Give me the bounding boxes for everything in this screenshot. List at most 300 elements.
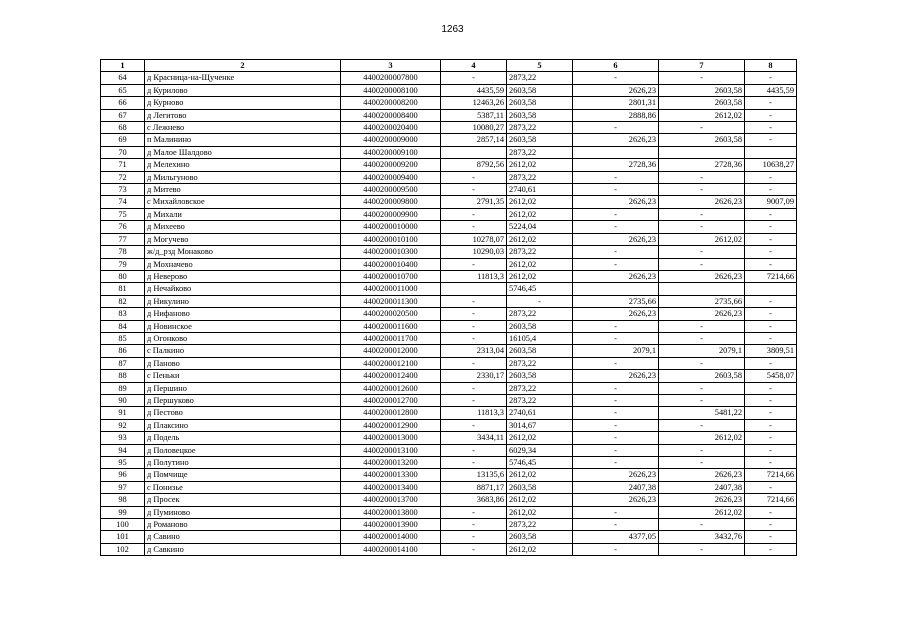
table-cell-col-1: 88 (101, 370, 145, 382)
table-cell-col-1: 71 (101, 159, 145, 171)
table-cell-col-2: д Михали (145, 208, 341, 220)
table-cell-col-3: 4400200012100 (341, 357, 441, 369)
column-header-3: 3 (341, 60, 441, 72)
table-cell-col-4: 11813,3 (441, 270, 507, 282)
table-cell-col-6: - (573, 246, 659, 258)
table-row (101, 233, 797, 245)
table-cell-col-2: д Мохначево (145, 258, 341, 270)
table-cell-col-2: д Половецкое (145, 444, 341, 456)
table-cell-col-4: - (441, 72, 507, 84)
table-row (101, 320, 797, 332)
table-row (101, 494, 797, 506)
table-row (101, 531, 797, 543)
table-cell-col-7: 2626,23 (659, 308, 745, 320)
table-row (101, 146, 797, 158)
table-cell-col-3: 4400200010300 (341, 246, 441, 258)
column-header-4: 4 (441, 60, 507, 72)
column-header-8: 8 (745, 60, 797, 72)
table-cell-col-4: - (441, 457, 507, 469)
table-cell-col-4: - (441, 184, 507, 196)
table-cell-col-4: - (441, 171, 507, 183)
table-cell-col-5: 2740,61 (507, 184, 573, 196)
table-cell-col-7: 2603,58 (659, 84, 745, 96)
table-cell-col-3: 4400200013200 (341, 457, 441, 469)
table-row (101, 295, 797, 307)
table-cell-col-2: д Огонково (145, 332, 341, 344)
table-cell-col-2: д Никулино (145, 295, 341, 307)
table-cell-col-2: с Понизье (145, 481, 341, 493)
table-cell-col-2: д Першуково (145, 394, 341, 406)
table-cell-col-3: 4400200010100 (341, 233, 441, 245)
table-cell-col-8: 5458,07 (745, 370, 797, 382)
table-header-row (101, 60, 797, 72)
table-cell-col-5: 2603,58 (507, 370, 573, 382)
table-cell-col-3: 4400200012400 (341, 370, 441, 382)
table-cell-col-1: 64 (101, 72, 145, 84)
table-cell-col-7: - (659, 332, 745, 344)
table-row (101, 270, 797, 282)
table-cell-col-5: 2612,02 (507, 159, 573, 171)
table-cell-col-7: - (659, 457, 745, 469)
table-cell-col-2: д Новинское (145, 320, 341, 332)
table-cell-col-3: 4400200012700 (341, 394, 441, 406)
table-row (101, 407, 797, 419)
table-cell-col-1: 89 (101, 382, 145, 394)
table-cell-col-3: 4400200013700 (341, 494, 441, 506)
table-cell-col-6: 2626,23 (573, 84, 659, 96)
table-cell-col-5: 2603,58 (507, 481, 573, 493)
table-cell-col-1: 92 (101, 419, 145, 431)
table-cell-col-8: - (745, 357, 797, 369)
table-cell-col-6: - (573, 419, 659, 431)
table-row (101, 506, 797, 518)
table-cell-col-8: - (745, 122, 797, 134)
table-cell-col-1: 79 (101, 258, 145, 270)
table-cell-col-4: - (441, 543, 507, 555)
table-cell-col-6: - (573, 506, 659, 518)
table-cell-col-7: - (659, 419, 745, 431)
table-cell-col-3: 4400200020500 (341, 308, 441, 320)
table-cell-col-2: д Полутино (145, 457, 341, 469)
table-row (101, 184, 797, 196)
table-cell-col-7: - (659, 320, 745, 332)
table-cell-col-1: 95 (101, 457, 145, 469)
table-cell-col-1: 67 (101, 109, 145, 121)
table-cell-col-4: 10290,03 (441, 246, 507, 258)
table-cell-col-3: 4400200012900 (341, 419, 441, 431)
table-cell-col-2: д Мильгуново (145, 171, 341, 183)
table-cell-col-7: 2612,02 (659, 432, 745, 444)
column-header-5: 5 (507, 60, 573, 72)
table-row (101, 171, 797, 183)
table-row (101, 481, 797, 493)
table-cell-col-5: 5746,45 (507, 457, 573, 469)
table-row (101, 543, 797, 555)
table-cell-col-7: 5481,22 (659, 407, 745, 419)
table-cell-col-2: ж/д_рзд Монаково (145, 246, 341, 258)
table-cell-col-5: 2873,22 (507, 146, 573, 158)
table-cell-col-1: 83 (101, 308, 145, 320)
table-row (101, 159, 797, 171)
table-cell-col-7: 2728,36 (659, 159, 745, 171)
table-cell-col-6 (573, 283, 659, 295)
table-cell-col-6: 2728,36 (573, 159, 659, 171)
table-cell-col-7: 2735,66 (659, 295, 745, 307)
table-cell-col-6: 2626,23 (573, 494, 659, 506)
table-cell-col-5: 2603,58 (507, 320, 573, 332)
table-cell-col-6: - (573, 258, 659, 270)
table-cell-col-7: 2612,02 (659, 506, 745, 518)
table-cell-col-3: 4400200014100 (341, 543, 441, 555)
table-row (101, 134, 797, 146)
table-cell-col-5: 2612,02 (507, 196, 573, 208)
column-header-2: 2 (145, 60, 341, 72)
table-cell-col-3: 4400200013000 (341, 432, 441, 444)
table-cell-col-8: - (745, 506, 797, 518)
table-cell-col-1: 86 (101, 345, 145, 357)
table-cell-col-1: 80 (101, 270, 145, 282)
table-cell-col-8: 4435,59 (745, 84, 797, 96)
table-cell-col-8: - (745, 332, 797, 344)
table-cell-col-8: - (745, 394, 797, 406)
table-cell-col-1: 81 (101, 283, 145, 295)
table-cell-col-6 (573, 146, 659, 158)
table-cell-col-1: 85 (101, 332, 145, 344)
table-cell-col-4: - (441, 506, 507, 518)
table-cell-col-1: 75 (101, 208, 145, 220)
table-cell-col-8: 7214,66 (745, 270, 797, 282)
table-cell-col-7: - (659, 543, 745, 555)
table-cell-col-6: - (573, 457, 659, 469)
table-cell-col-1: 94 (101, 444, 145, 456)
table-cell-col-5: 2873,22 (507, 308, 573, 320)
table-cell-col-5: 2873,22 (507, 122, 573, 134)
table-cell-col-4: 4435,59 (441, 84, 507, 96)
table-cell-col-2: д Митево (145, 184, 341, 196)
table-row (101, 221, 797, 233)
table-cell-col-5: 2873,22 (507, 72, 573, 84)
table-cell-col-5: 2612,02 (507, 432, 573, 444)
table-cell-col-8: - (745, 295, 797, 307)
table-cell-col-3: 4400200009800 (341, 196, 441, 208)
table-cell-col-6: - (573, 543, 659, 555)
table-cell-col-7: - (659, 258, 745, 270)
table-cell-col-2: с Пеньки (145, 370, 341, 382)
table-row (101, 357, 797, 369)
table-cell-col-5: 2612,02 (507, 543, 573, 555)
table-cell-col-4 (441, 283, 507, 295)
table-cell-col-8: - (745, 221, 797, 233)
table-cell-col-8: - (745, 184, 797, 196)
table-cell-col-4: 10278,07 (441, 233, 507, 245)
table-cell-col-6: - (573, 184, 659, 196)
table-cell-col-6: 2801,31 (573, 97, 659, 109)
table-cell-col-3: 4400200007800 (341, 72, 441, 84)
table-cell-col-2: д Могучево (145, 233, 341, 245)
table-cell-col-3: 4400200009500 (341, 184, 441, 196)
table-row (101, 196, 797, 208)
table-cell-col-8: - (745, 531, 797, 543)
table-cell-col-5: 2612,02 (507, 469, 573, 481)
table-cell-col-4 (441, 146, 507, 158)
table-cell-col-6: - (573, 432, 659, 444)
table-cell-col-4: - (441, 295, 507, 307)
table-cell-col-7: - (659, 221, 745, 233)
table-cell-col-4: 12463,26 (441, 97, 507, 109)
table-cell-col-3: 4400200009900 (341, 208, 441, 220)
table-cell-col-3: 4400200011700 (341, 332, 441, 344)
table-cell-col-3: 4400200011600 (341, 320, 441, 332)
table-cell-col-3: 4400200012600 (341, 382, 441, 394)
table-cell-col-8: - (745, 109, 797, 121)
table-cell-col-5: 2612,02 (507, 258, 573, 270)
table-cell-col-6: 4377,05 (573, 531, 659, 543)
table-cell-col-5: 2873,22 (507, 171, 573, 183)
table-cell-col-6: - (573, 72, 659, 84)
column-header-1: 1 (101, 60, 145, 72)
table-cell-col-4: - (441, 308, 507, 320)
table-cell-col-6: 2735,66 (573, 295, 659, 307)
table-cell-col-3: 4400200012000 (341, 345, 441, 357)
table-cell-col-4: 3683,86 (441, 494, 507, 506)
table-cell-col-4: 10080,27 (441, 122, 507, 134)
table-cell-col-5: 2603,58 (507, 345, 573, 357)
table-cell-col-1: 99 (101, 506, 145, 518)
table-cell-col-3: 4400200008400 (341, 109, 441, 121)
table-cell-col-7: - (659, 72, 745, 84)
table-cell-col-1: 93 (101, 432, 145, 444)
table-row (101, 345, 797, 357)
table-row (101, 457, 797, 469)
table-cell-col-4: 3434,11 (441, 432, 507, 444)
table-cell-col-1: 69 (101, 134, 145, 146)
table-cell-col-4: 2313,04 (441, 345, 507, 357)
table-cell-col-7: - (659, 171, 745, 183)
table-row (101, 208, 797, 220)
table-cell-col-3: 4400200011300 (341, 295, 441, 307)
table-cell-col-5: 2603,58 (507, 531, 573, 543)
table-cell-col-6: - (573, 122, 659, 134)
table-cell-col-5: - (507, 295, 573, 307)
table-cell-col-4: - (441, 357, 507, 369)
table-cell-col-2: д Курново (145, 97, 341, 109)
table-cell-col-6: - (573, 519, 659, 531)
table-cell-col-7: - (659, 382, 745, 394)
table-cell-col-8: - (745, 481, 797, 493)
table-cell-col-4: 13135,6 (441, 469, 507, 481)
table-cell-col-8: - (745, 444, 797, 456)
table-cell-col-1: 70 (101, 146, 145, 158)
table-cell-col-4: - (441, 419, 507, 431)
table-cell-col-5: 2603,58 (507, 84, 573, 96)
table-cell-col-8: - (745, 208, 797, 220)
table-cell-col-8: 10638,27 (745, 159, 797, 171)
table-cell-col-3: 4400200009100 (341, 146, 441, 158)
table-row (101, 332, 797, 344)
table-cell-col-2: д Легитово (145, 109, 341, 121)
table-cell-col-4: 8871,17 (441, 481, 507, 493)
table-cell-col-5: 2603,58 (507, 97, 573, 109)
table-cell-col-2: д Пестово (145, 407, 341, 419)
table-cell-col-6: - (573, 382, 659, 394)
table-cell-col-1: 78 (101, 246, 145, 258)
table-cell-col-5: 3014,67 (507, 419, 573, 431)
table-cell-col-7: 2603,58 (659, 134, 745, 146)
table-row (101, 109, 797, 121)
table-body (101, 72, 797, 556)
table-cell-col-3: 4400200008100 (341, 84, 441, 96)
table-cell-col-2: д Подель (145, 432, 341, 444)
table-cell-col-5: 2873,22 (507, 357, 573, 369)
table-cell-col-7: 2626,23 (659, 196, 745, 208)
table-cell-col-8: 9007,09 (745, 196, 797, 208)
table-cell-col-4: 2791,35 (441, 196, 507, 208)
table-cell-col-7: 2407,38 (659, 481, 745, 493)
table-cell-col-3: 4400200011000 (341, 283, 441, 295)
table-cell-col-4: - (441, 444, 507, 456)
table-cell-col-4: - (441, 208, 507, 220)
table-cell-col-1: 66 (101, 97, 145, 109)
table-cell-col-7: 2612,02 (659, 109, 745, 121)
table-cell-col-5: 2612,02 (507, 270, 573, 282)
table-cell-col-4: - (441, 258, 507, 270)
table-cell-col-8: - (745, 134, 797, 146)
table-cell-col-5: 16105,4 (507, 332, 573, 344)
table-cell-col-8: - (745, 246, 797, 258)
table-cell-col-1: 97 (101, 481, 145, 493)
table-cell-col-3: 4400200013900 (341, 519, 441, 531)
table-cell-col-1: 102 (101, 543, 145, 555)
table-cell-col-7: - (659, 444, 745, 456)
table-cell-col-8 (745, 146, 797, 158)
table-cell-col-4: - (441, 332, 507, 344)
table-cell-col-1: 98 (101, 494, 145, 506)
table-row (101, 97, 797, 109)
table-cell-col-5: 2603,58 (507, 109, 573, 121)
table-cell-col-5: 2612,02 (507, 233, 573, 245)
table-cell-col-2: д Михеево (145, 221, 341, 233)
table-cell-col-7: - (659, 357, 745, 369)
table-cell-col-7: - (659, 122, 745, 134)
table-row (101, 519, 797, 531)
table-cell-col-2: д Романово (145, 519, 341, 531)
table-cell-col-5: 2873,22 (507, 382, 573, 394)
table-cell-col-6: - (573, 407, 659, 419)
table-cell-col-8: - (745, 407, 797, 419)
table-cell-col-6: 2626,23 (573, 469, 659, 481)
table-cell-col-3: 4400200013800 (341, 506, 441, 518)
table-cell-col-5: 2603,58 (507, 134, 573, 146)
table-cell-col-6: - (573, 320, 659, 332)
table-cell-col-3: 4400200010400 (341, 258, 441, 270)
table-cell-col-2: д Помчище (145, 469, 341, 481)
table-cell-col-1: 82 (101, 295, 145, 307)
table-cell-col-3: 4400200013100 (341, 444, 441, 456)
table-cell-col-8: 3809,51 (745, 345, 797, 357)
table-cell-col-7: 2079,1 (659, 345, 745, 357)
table-cell-col-6: 2626,23 (573, 370, 659, 382)
table-cell-col-7: - (659, 519, 745, 531)
table-cell-col-3: 4400200010000 (341, 221, 441, 233)
table-cell-col-2: п Малинино (145, 134, 341, 146)
table-cell-col-4: - (441, 320, 507, 332)
table-cell-col-7: - (659, 208, 745, 220)
table-cell-col-2: д Паново (145, 357, 341, 369)
table-cell-col-1: 100 (101, 519, 145, 531)
table-cell-col-2: д Просек (145, 494, 341, 506)
table-row (101, 84, 797, 96)
table-cell-col-1: 77 (101, 233, 145, 245)
table-cell-col-6: - (573, 332, 659, 344)
table-cell-col-5: 2740,61 (507, 407, 573, 419)
table-cell-col-2: д Неверово (145, 270, 341, 282)
table-cell-col-2: с Палкино (145, 345, 341, 357)
table-cell-col-3: 4400200009000 (341, 134, 441, 146)
table-row (101, 122, 797, 134)
table-cell-col-6: 2626,23 (573, 196, 659, 208)
table-cell-col-8: 7214,66 (745, 469, 797, 481)
table-cell-col-7: 2603,58 (659, 97, 745, 109)
table-cell-col-2: д Савкино (145, 543, 341, 555)
table-cell-col-1: 65 (101, 84, 145, 96)
table-cell-col-6: 2626,23 (573, 134, 659, 146)
table-cell-col-8: - (745, 419, 797, 431)
table-cell-col-5: 2612,02 (507, 494, 573, 506)
table-cell-col-3: 4400200009400 (341, 171, 441, 183)
table-cell-col-2: д Мелехино (145, 159, 341, 171)
table-cell-col-1: 96 (101, 469, 145, 481)
table-cell-col-3: 4400200010700 (341, 270, 441, 282)
table-cell-col-8: - (745, 258, 797, 270)
table-cell-col-7 (659, 146, 745, 158)
table-cell-col-3: 4400200020400 (341, 122, 441, 134)
table-cell-col-8: - (745, 72, 797, 84)
table-cell-col-8: - (745, 519, 797, 531)
table-cell-col-1: 73 (101, 184, 145, 196)
table-cell-col-7: - (659, 246, 745, 258)
table-row (101, 283, 797, 295)
table-cell-col-8: - (745, 308, 797, 320)
table-cell-col-2: д Першино (145, 382, 341, 394)
table-cell-col-4: - (441, 382, 507, 394)
table-cell-col-6: - (573, 394, 659, 406)
table-row (101, 370, 797, 382)
table-cell-col-7 (659, 283, 745, 295)
table-cell-col-2: д Малое Шалдово (145, 146, 341, 158)
table-cell-col-4: - (441, 221, 507, 233)
table-cell-col-6: 2626,23 (573, 233, 659, 245)
table-cell-col-2: с Михайловское (145, 196, 341, 208)
table-cell-col-4: - (441, 394, 507, 406)
table-cell-col-6: 2079,1 (573, 345, 659, 357)
table-cell-col-4: 5387,11 (441, 109, 507, 121)
column-header-6: 6 (573, 60, 659, 72)
table-cell-col-1: 72 (101, 171, 145, 183)
table-cell-col-2: д Плаксино (145, 419, 341, 431)
table-cell-col-5: 2612,02 (507, 208, 573, 220)
table-cell-col-5: 2873,22 (507, 519, 573, 531)
table-cell-col-7: - (659, 394, 745, 406)
table-cell-col-8: - (745, 432, 797, 444)
column-header-7: 7 (659, 60, 745, 72)
table-cell-col-7: 2626,23 (659, 469, 745, 481)
table-cell-col-2: д Пуминово (145, 506, 341, 518)
table-cell-col-5: 2873,22 (507, 394, 573, 406)
table-cell-col-3: 4400200012800 (341, 407, 441, 419)
table-cell-col-6: 2407,38 (573, 481, 659, 493)
table-cell-col-4: 2857,14 (441, 134, 507, 146)
table-cell-col-4: 11813,3 (441, 407, 507, 419)
